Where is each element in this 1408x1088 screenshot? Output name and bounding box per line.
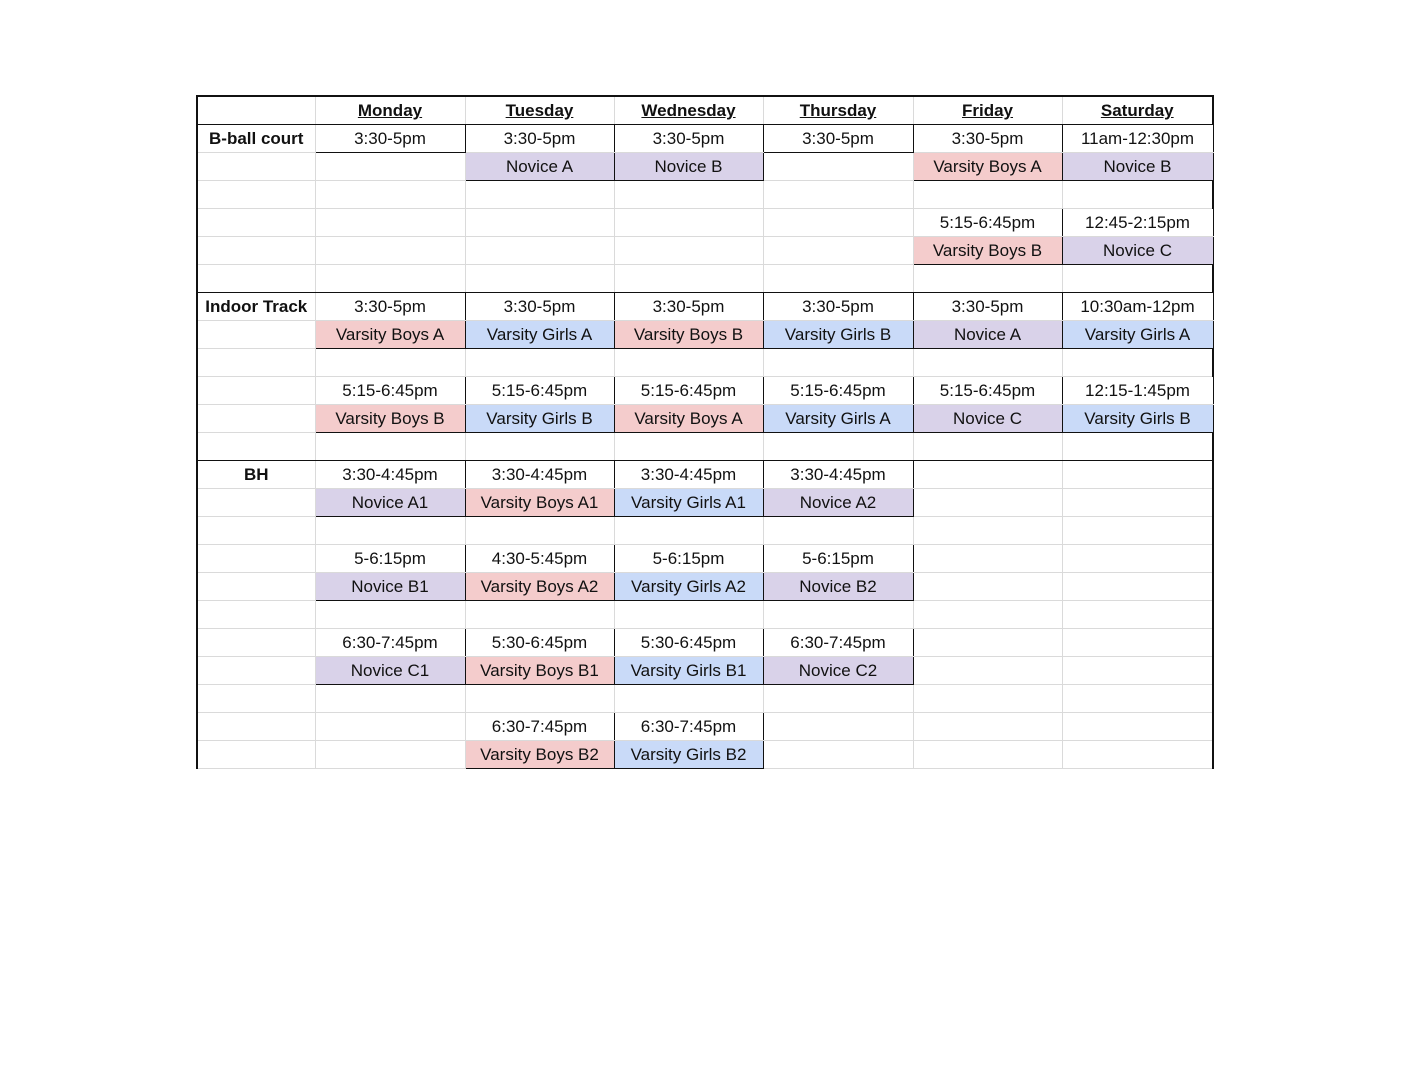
location-label: B-ball court xyxy=(197,125,315,153)
empty-cell xyxy=(465,181,614,209)
location-label xyxy=(197,377,315,405)
empty-cell xyxy=(1062,573,1213,601)
slot-time-row xyxy=(197,713,1213,741)
empty-cell xyxy=(614,209,763,237)
slot-group: Varsity Girls B xyxy=(1062,405,1213,433)
day-header-monday: Monday xyxy=(315,96,465,125)
empty-cell xyxy=(1062,545,1213,573)
slot-time: 3:30-5pm xyxy=(614,125,763,153)
slot-time: 5:15-6:45pm xyxy=(465,377,614,405)
slot-time: 12:15-1:45pm xyxy=(1062,377,1213,405)
slot-time: 4:30-5:45pm xyxy=(465,545,614,573)
empty-cell xyxy=(1062,741,1213,769)
slot-time: 5-6:15pm xyxy=(763,545,913,573)
slot-time: 11am-12:30pm xyxy=(1062,125,1213,153)
empty-cell xyxy=(763,237,913,265)
empty-cell xyxy=(465,237,614,265)
location-label-spacer xyxy=(197,573,315,601)
slot-time-row xyxy=(197,293,1213,321)
spacer-row xyxy=(197,685,1213,713)
location-label-spacer xyxy=(197,237,315,265)
empty-cell xyxy=(913,685,1062,713)
slot-time-row xyxy=(197,125,1213,153)
slot-time: 3:30-5pm xyxy=(465,125,614,153)
slot-group-row xyxy=(197,321,1213,349)
empty-cell xyxy=(1062,657,1213,685)
location-label-spacer xyxy=(197,489,315,517)
slot-group: Varsity Boys A1 xyxy=(465,489,614,517)
empty-cell xyxy=(614,237,763,265)
empty-cell xyxy=(614,685,763,713)
slot-group-row xyxy=(197,573,1213,601)
slot-time-row xyxy=(197,377,1213,405)
location-label xyxy=(197,629,315,657)
slot-group: Novice C1 xyxy=(315,657,465,685)
location-label-spacer xyxy=(197,265,315,293)
empty-cell xyxy=(913,657,1062,685)
empty-cell xyxy=(763,741,913,769)
slot-time: 3:30-5pm xyxy=(465,293,614,321)
empty-cell xyxy=(913,181,1062,209)
location-label xyxy=(197,209,315,237)
slot-group: Varsity Boys B xyxy=(614,321,763,349)
day-header-tuesday: Tuesday xyxy=(465,96,614,125)
slot-group: Varsity Boys A xyxy=(614,405,763,433)
location-label-spacer xyxy=(197,741,315,769)
empty-cell xyxy=(315,349,465,377)
empty-cell xyxy=(1062,489,1213,517)
empty-cell xyxy=(1062,685,1213,713)
slot-time: 5-6:15pm xyxy=(614,545,763,573)
slot-group: Novice B xyxy=(1062,153,1213,181)
empty-cell xyxy=(913,461,1062,489)
empty-cell xyxy=(465,349,614,377)
slot-group: Varsity Boys B xyxy=(315,405,465,433)
empty-cell xyxy=(1062,265,1213,293)
empty-cell xyxy=(1062,629,1213,657)
slot-time: 5-6:15pm xyxy=(315,545,465,573)
empty-cell xyxy=(763,685,913,713)
empty-cell xyxy=(763,713,913,741)
slot-group-row xyxy=(197,237,1213,265)
empty-cell xyxy=(763,209,913,237)
slot-group: Varsity Girls B2 xyxy=(614,741,763,769)
empty-cell xyxy=(913,601,1062,629)
empty-cell xyxy=(315,685,465,713)
location-label-spacer xyxy=(197,433,315,461)
slot-group: Novice C xyxy=(913,405,1062,433)
location-label-spacer xyxy=(197,601,315,629)
empty-cell xyxy=(763,181,913,209)
empty-cell xyxy=(913,433,1062,461)
empty-cell xyxy=(614,433,763,461)
empty-cell xyxy=(1062,461,1213,489)
empty-cell xyxy=(465,433,614,461)
slot-group xyxy=(763,153,913,181)
day-header-saturday: Saturday xyxy=(1062,96,1213,125)
slot-group: Varsity Boys A xyxy=(913,153,1062,181)
day-header-friday: Friday xyxy=(913,96,1062,125)
slot-time: 6:30-7:45pm xyxy=(465,713,614,741)
location-label-spacer xyxy=(197,349,315,377)
slot-group: Novice B2 xyxy=(763,573,913,601)
empty-cell xyxy=(913,741,1062,769)
slot-group: Varsity Boys B xyxy=(913,237,1062,265)
slot-time: 3:30-4:45pm xyxy=(465,461,614,489)
empty-cell xyxy=(913,265,1062,293)
empty-cell xyxy=(614,517,763,545)
location-label-spacer xyxy=(197,181,315,209)
location-label-spacer xyxy=(197,657,315,685)
slot-group: Varsity Boys B1 xyxy=(465,657,614,685)
slot-group: Varsity Girls A xyxy=(465,321,614,349)
empty-cell xyxy=(315,601,465,629)
empty-cell xyxy=(465,601,614,629)
empty-cell xyxy=(913,573,1062,601)
day-header-thursday: Thursday xyxy=(763,96,913,125)
empty-cell xyxy=(763,601,913,629)
location-label-spacer xyxy=(197,321,315,349)
location-label xyxy=(197,545,315,573)
empty-cell xyxy=(465,209,614,237)
slot-time: 3:30-5pm xyxy=(763,125,913,153)
empty-cell xyxy=(315,237,465,265)
slot-group xyxy=(315,153,465,181)
slot-time: 5:15-6:45pm xyxy=(913,209,1062,237)
empty-cell xyxy=(913,489,1062,517)
empty-cell xyxy=(763,265,913,293)
slot-time: 3:30-4:45pm xyxy=(315,461,465,489)
empty-cell xyxy=(315,265,465,293)
location-label-spacer xyxy=(197,517,315,545)
slot-time: 6:30-7:45pm xyxy=(763,629,913,657)
slot-group: Varsity Boys A2 xyxy=(465,573,614,601)
empty-cell xyxy=(1062,181,1213,209)
slot-time: 5:30-6:45pm xyxy=(614,629,763,657)
slot-time: 3:30-5pm xyxy=(913,293,1062,321)
empty-cell xyxy=(1062,349,1213,377)
slot-group: Novice C2 xyxy=(763,657,913,685)
empty-cell xyxy=(763,433,913,461)
empty-cell xyxy=(315,517,465,545)
empty-cell xyxy=(1062,601,1213,629)
slot-time: 5:15-6:45pm xyxy=(614,377,763,405)
slot-time: 3:30-5pm xyxy=(763,293,913,321)
slot-group: Novice A1 xyxy=(315,489,465,517)
slot-time: 6:30-7:45pm xyxy=(315,629,465,657)
slot-time-row xyxy=(197,545,1213,573)
slot-group: Novice C xyxy=(1062,237,1213,265)
spacer-row xyxy=(197,433,1213,461)
slot-time: 5:30-6:45pm xyxy=(465,629,614,657)
slot-time: 3:30-4:45pm xyxy=(763,461,913,489)
slot-time: 10:30am-12pm xyxy=(1062,293,1213,321)
empty-cell xyxy=(1062,713,1213,741)
empty-cell xyxy=(315,741,465,769)
empty-cell xyxy=(913,545,1062,573)
empty-cell xyxy=(1062,433,1213,461)
slot-time: 3:30-4:45pm xyxy=(614,461,763,489)
empty-cell xyxy=(913,629,1062,657)
slot-time: 5:15-6:45pm xyxy=(315,377,465,405)
header-row xyxy=(197,96,1213,125)
slot-group: Varsity Girls A1 xyxy=(614,489,763,517)
slot-group-row xyxy=(197,153,1213,181)
spacer-row xyxy=(197,517,1213,545)
slot-group: Novice B1 xyxy=(315,573,465,601)
spacer-row xyxy=(197,265,1213,293)
slot-time: 5:15-6:45pm xyxy=(913,377,1062,405)
slot-group: Novice B xyxy=(614,153,763,181)
location-label: Indoor Track xyxy=(197,293,315,321)
empty-cell xyxy=(614,181,763,209)
schedule-body xyxy=(197,96,1213,769)
empty-cell xyxy=(315,433,465,461)
slot-group: Varsity Girls B1 xyxy=(614,657,763,685)
slot-group: Novice A2 xyxy=(763,489,913,517)
slot-time-row xyxy=(197,209,1213,237)
slot-time: 3:30-5pm xyxy=(315,125,465,153)
slot-group: Varsity Girls A2 xyxy=(614,573,763,601)
slot-time-row xyxy=(197,461,1213,489)
slot-time: 12:45-2:15pm xyxy=(1062,209,1213,237)
location-label-spacer xyxy=(197,685,315,713)
slot-time: 3:30-5pm xyxy=(614,293,763,321)
spacer-row xyxy=(197,181,1213,209)
empty-cell xyxy=(1062,517,1213,545)
empty-cell xyxy=(315,181,465,209)
empty-cell xyxy=(763,517,913,545)
empty-cell xyxy=(913,349,1062,377)
spacer-row xyxy=(197,349,1213,377)
empty-cell xyxy=(465,685,614,713)
slot-group-row xyxy=(197,657,1213,685)
slot-group-row xyxy=(197,405,1213,433)
day-header-wednesday: Wednesday xyxy=(614,96,763,125)
schedule-table xyxy=(196,95,1214,769)
empty-cell xyxy=(315,209,465,237)
slot-group: Varsity Girls B xyxy=(763,321,913,349)
empty-cell xyxy=(614,349,763,377)
spacer-row xyxy=(197,601,1213,629)
slot-group-row xyxy=(197,489,1213,517)
empty-cell xyxy=(465,517,614,545)
slot-group: Novice A xyxy=(465,153,614,181)
corner-cell xyxy=(197,96,315,125)
empty-cell xyxy=(763,349,913,377)
slot-time: 5:15-6:45pm xyxy=(763,377,913,405)
location-label xyxy=(197,713,315,741)
empty-cell xyxy=(315,713,465,741)
slot-group: Varsity Girls A xyxy=(1062,321,1213,349)
slot-group-row xyxy=(197,741,1213,769)
slot-time: 3:30-5pm xyxy=(315,293,465,321)
empty-cell xyxy=(614,265,763,293)
slot-group: Varsity Boys A xyxy=(315,321,465,349)
empty-cell xyxy=(913,713,1062,741)
location-label-spacer xyxy=(197,153,315,181)
empty-cell xyxy=(913,517,1062,545)
location-label-spacer xyxy=(197,405,315,433)
location-label: BH xyxy=(197,461,315,489)
slot-group: Varsity Girls A xyxy=(763,405,913,433)
empty-cell xyxy=(465,265,614,293)
slot-group: Varsity Boys B2 xyxy=(465,741,614,769)
slot-group: Novice A xyxy=(913,321,1062,349)
slot-group: Varsity Girls B xyxy=(465,405,614,433)
slot-time: 6:30-7:45pm xyxy=(614,713,763,741)
slot-time: 3:30-5pm xyxy=(913,125,1062,153)
slot-time-row xyxy=(197,629,1213,657)
empty-cell xyxy=(614,601,763,629)
